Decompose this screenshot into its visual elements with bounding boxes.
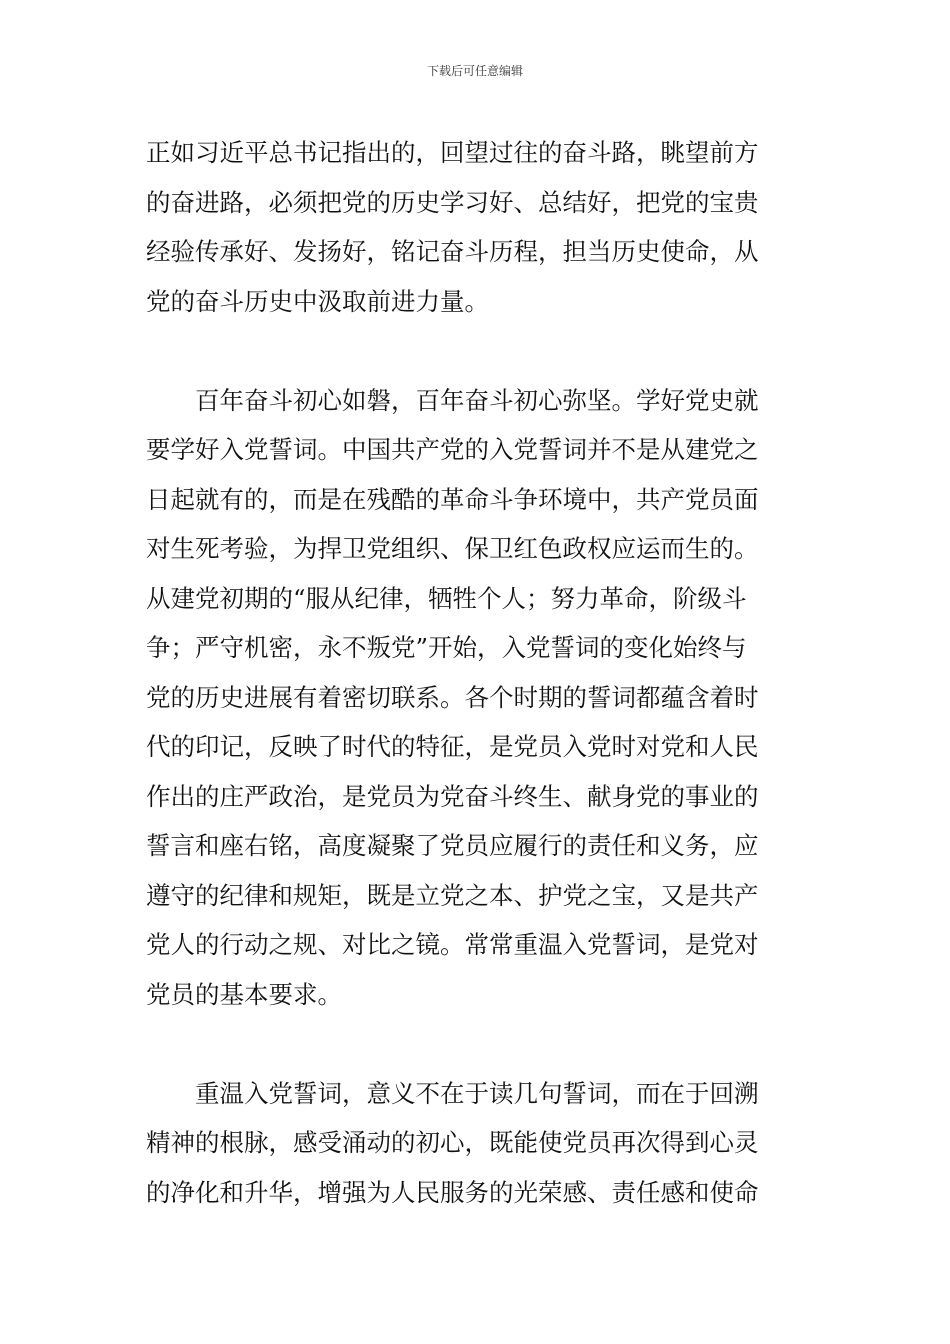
text-line: 从建党初期的“服从纪律，牺牲个人；努力革命，阶级斗	[146, 583, 747, 613]
body-text	[146, 128, 826, 1217]
text-line: 重温入党誓词，意义不在于读几句誓词，而在于回溯	[146, 1078, 759, 1108]
text-line: 作出的庄严政治，是党员为党奋斗终生、献身党的事业的	[146, 781, 759, 811]
text-line: 遵守的纪律和规矩，既是立党之本、护党之宝，又是共产	[146, 880, 759, 910]
text-line: 精神的根脉，感受涌动的初心，既能使党员再次得到心灵	[146, 1128, 759, 1157]
text-line: 争；严守机密，永不叛党”开始，入党誓词的变化始终与	[146, 633, 747, 662]
text-line: 党的历史进展有着密切联系。各个时期的誓词都蕴含着时	[146, 682, 759, 712]
text-line: 的奋进路，必须把党的历史学习好、总结好，把党的宝贵	[146, 187, 759, 217]
paragraph-gap	[146, 326, 826, 376]
text-line: 日起就有的，而是在残酷的革命斗争环境中，共产党员面	[146, 484, 759, 514]
page-header: 下载后可任意编辑	[426, 64, 523, 78]
text-line: 要学好入党誓词。中国共产党的入党誓词并不是从建党之	[146, 435, 759, 464]
text-line: 党员的基本要求。	[146, 979, 342, 1009]
text-line: 百年奋斗初心如磐，百年奋斗初心弥坚。学好党史就	[146, 385, 759, 415]
text-line: 的净化和升华，增强为人民服务的光荣感、责任感和使命	[146, 1177, 759, 1207]
text-line: 代的印记，反映了时代的特征，是党员入党时对党和人民	[146, 732, 759, 761]
text-line: 经验传承好、发扬好，铭记奋斗历程，担当历史使命，从	[146, 237, 759, 266]
paragraph-gap	[146, 1019, 826, 1069]
text-line: 党的奋斗历史中汲取前进力量。	[146, 286, 489, 316]
text-line: 党人的行动之规、对比之镜。常常重温入党誓词，是党对	[146, 930, 759, 959]
text-line: 正如习近平总书记指出的，回望过往的奋斗路，眺望前方	[146, 138, 759, 167]
text-line: 对生死考验，为捍卫党组织、保卫红色政权应运而生的。	[146, 534, 759, 563]
text-line: 誓言和座右铭，高度凝聚了党员应履行的责任和义务，应	[146, 831, 759, 860]
